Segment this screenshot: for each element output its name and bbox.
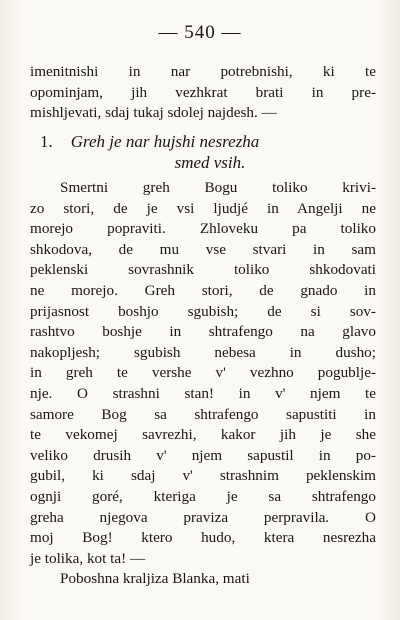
text-line: veliko drusih v' njem sapustil in po- (30, 446, 376, 464)
text-line: shkodova, de mu vse stvari in sam (30, 240, 376, 258)
text-line: rashtvo boshje in shtrafengo na glavo (30, 323, 376, 341)
text-line: greha njegova praviza perpravila. O (30, 508, 376, 526)
body-paragraph (30, 178, 376, 590)
page-number: — 540 — (158, 22, 242, 43)
text-line: te vekomej savrezhi, kakor jih je she (30, 426, 376, 444)
text-line: zo stori, de je vsi ljudjé in Angelji ne (30, 199, 376, 217)
text-line: peklenski sovrashnik toliko shkodovati (30, 261, 376, 279)
text-line: nakopljesh; sgubish nebesa in dusho; (30, 343, 376, 361)
text-line: ognji goré, kteriga je sa shtrafengo (30, 487, 376, 505)
text-line: Smertni greh Bogu toliko krivi- (60, 179, 376, 196)
text-line: samore Bog sa shtrafengo sapustiti in (30, 405, 376, 423)
text-line: opominjam, jih vezhkrat brati in pre- (30, 83, 376, 101)
section-heading (30, 131, 376, 173)
text-line: Poboshna kraljiza Blanka, mati (60, 570, 250, 588)
heading-line-2: smed vsih. (174, 153, 246, 172)
text-line: ne morejo. Greh stori, de gnado in (30, 281, 376, 299)
text-line: prijasnost boshjo sgubish; de si sov- (30, 302, 376, 320)
text-line: imenitnishi in nar potrebnishi, ki te (30, 63, 376, 80)
text-line: mishljevati, sdaj tukaj sdolej najdesh. — (30, 104, 277, 122)
section-number: 1. (40, 132, 53, 151)
text-line: morejo popraviti. Zhloveku pa toliko (30, 220, 376, 238)
text-line: in greh te vershe v' vezhno pogublje- (30, 364, 376, 382)
text-line: gubil, ki sdaj v' strashnim peklenskim (30, 467, 376, 485)
text-line: je tolika, kot ta! — (30, 549, 146, 567)
heading-line-1: Greh je nar hujshi nesrezha (70, 132, 260, 151)
intro-paragraph (30, 62, 376, 124)
text-line: nje. O strashni stan! in v' njem te (30, 384, 376, 402)
text-line: moj Bog! ktero hudo, ktera nesrezha (30, 529, 376, 547)
